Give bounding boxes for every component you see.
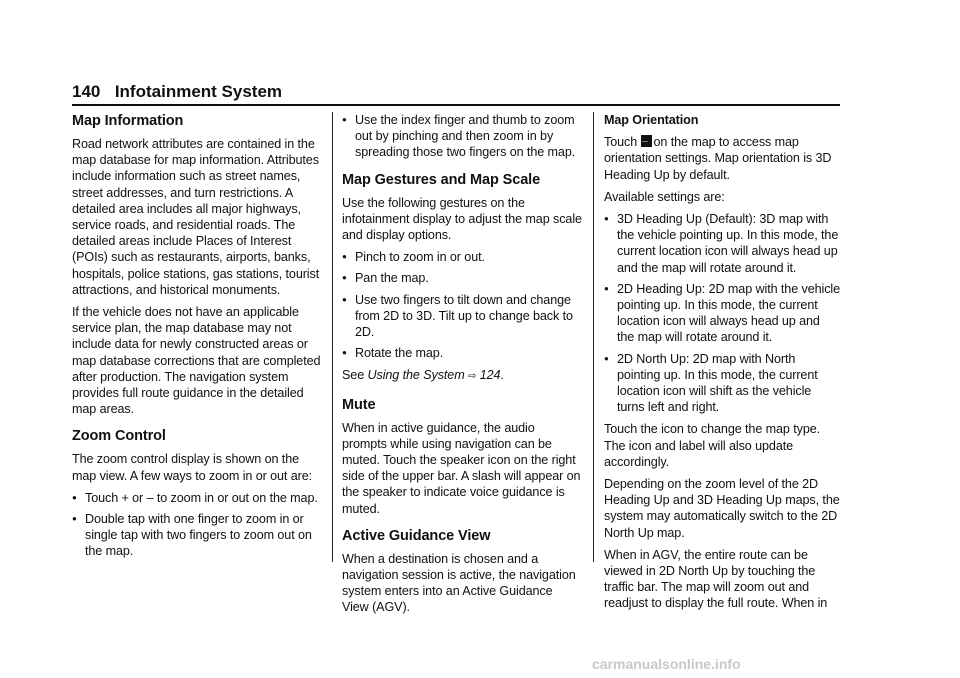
list-item: ● Pinch to zoom in or out.: [342, 249, 582, 265]
paragraph-available: Available settings are:: [604, 189, 725, 204]
heading-map-information: Map Information: [72, 113, 184, 129]
paragraph-gestures: Use the following gestures on the infotainment display to adjust the map scale and display options.: [342, 195, 582, 243]
column-1: [72, 112, 322, 566]
section-title: Infotainment System: [114, 82, 283, 101]
paragraph-zoom: The zoom control display is shown on the map view. A few ways to zoom in or out are:: [72, 452, 312, 483]
list-item: ● 2D North Up: 2D map with North pointing up. In this mode, the current location icon will shift as the vehicle turns left and right.: [604, 351, 840, 416]
paragraph-zoom-level: Depending on the zoom level of the 2D Heading Up and 3D Heading Up maps, the system may automatically switch to the 2D North Up map.: [604, 477, 840, 540]
see-reference: [342, 367, 582, 385]
list-item: ● Use two fingers to tilt down and change from 2D to 3D. Tilt up to change back to 2D.: [342, 292, 582, 341]
page-number: 140: [72, 82, 101, 101]
see-link[interactable]: Using the System: [367, 368, 465, 383]
paragraph-map-info-1: Road network attributes are contained in the map database for map information. Attributes include information such as street names, street addresses, and turn restrictions. A detailed area includes all major highways, service roads, and residential roads. The detailed areas include Places of Interest (POIs) such as restaurants, airports, banks, hospitals, police stations, gas stations, tourist attractions, and historical monuments.: [72, 137, 320, 297]
paragraph-orientation: [604, 134, 840, 183]
zoom-list: [72, 490, 322, 560]
list-item: ● Use the index finger and thumb to zoom out by pinching and then zoom in by spreading those two fingers on the map.: [342, 112, 582, 161]
orient-text-a: Touch: [604, 135, 638, 150]
heading-mute: Mute: [342, 396, 376, 413]
list-item: ● 3D Heading Up (Default): 3D map with the vehicle pointing up. In this mode, the current location icon will always head up and the map will rotate around it.: [604, 211, 840, 276]
paragraph-touch-icon: Touch the icon to change the map type. The icon and label will also update accordingly.: [604, 422, 821, 469]
gesture-list: [342, 249, 582, 361]
orient-text-b: on the map to access map orientation settings. Map orientation is 3D Heading Up by default.: [604, 135, 832, 182]
header-rule: [72, 104, 840, 106]
list-item: ● 2D Heading Up: 2D map with the vehicle pointing up. In this mode, the current location icon will always head up and the map will rotate around it.: [604, 281, 840, 346]
page-header: [72, 82, 840, 102]
heading-active-guidance: Active Guidance View: [342, 527, 491, 544]
column-divider-2: [593, 112, 594, 562]
see-prefix: See: [342, 368, 365, 383]
heading-map-gestures: Map Gestures and Map Scale: [342, 171, 541, 188]
see-end: .: [500, 368, 504, 383]
orientation-list: [604, 211, 840, 415]
continued-list: [342, 112, 582, 161]
list-item: ● Rotate the map.: [342, 345, 582, 361]
heading-map-orientation: Map Orientation: [604, 113, 699, 127]
list-item: ● Pan the map.: [342, 270, 582, 286]
paragraph-agv: When a destination is chosen and a navigation session is active, the navigation system enters into an Active Guidance View (AGV).: [342, 551, 576, 615]
paragraph-map-info-2: If the vehicle does not have an applicable service plan, the map database may not include data for newly constructed areas or map database corrections that are completed after production. The navigation system provides full route guidance in the detailed map areas.: [72, 305, 321, 417]
see-page[interactable]: 124: [479, 368, 501, 383]
column-3: [604, 112, 840, 618]
page-arrow-icon: ⇨: [468, 371, 477, 383]
paragraph-mute: When in active guidance, the audio prompts while using navigation can be muted. Touch the speaker icon on the right side of the upper bar. A slash will appear on the speaker to indicate voice guidance is muted.: [342, 420, 581, 516]
paragraph-agv-route: When in AGV, the entire route can be viewed in 2D North Up by touching the traffic bar. The map will zoom out and readjust to display the full route. When in: [604, 547, 828, 611]
menu-icon: [641, 135, 652, 147]
column-2: [342, 112, 582, 622]
column-divider-1: [332, 112, 333, 562]
list-item: ● Double tap with one finger to zoom in or single tap with two fingers to zoom out on the map.: [72, 511, 322, 560]
heading-zoom-control: Zoom Control: [72, 428, 166, 445]
watermark: carmanualsonline.info: [592, 656, 741, 672]
list-item: ● Touch + or – to zoom in or out on the map.: [72, 490, 322, 506]
